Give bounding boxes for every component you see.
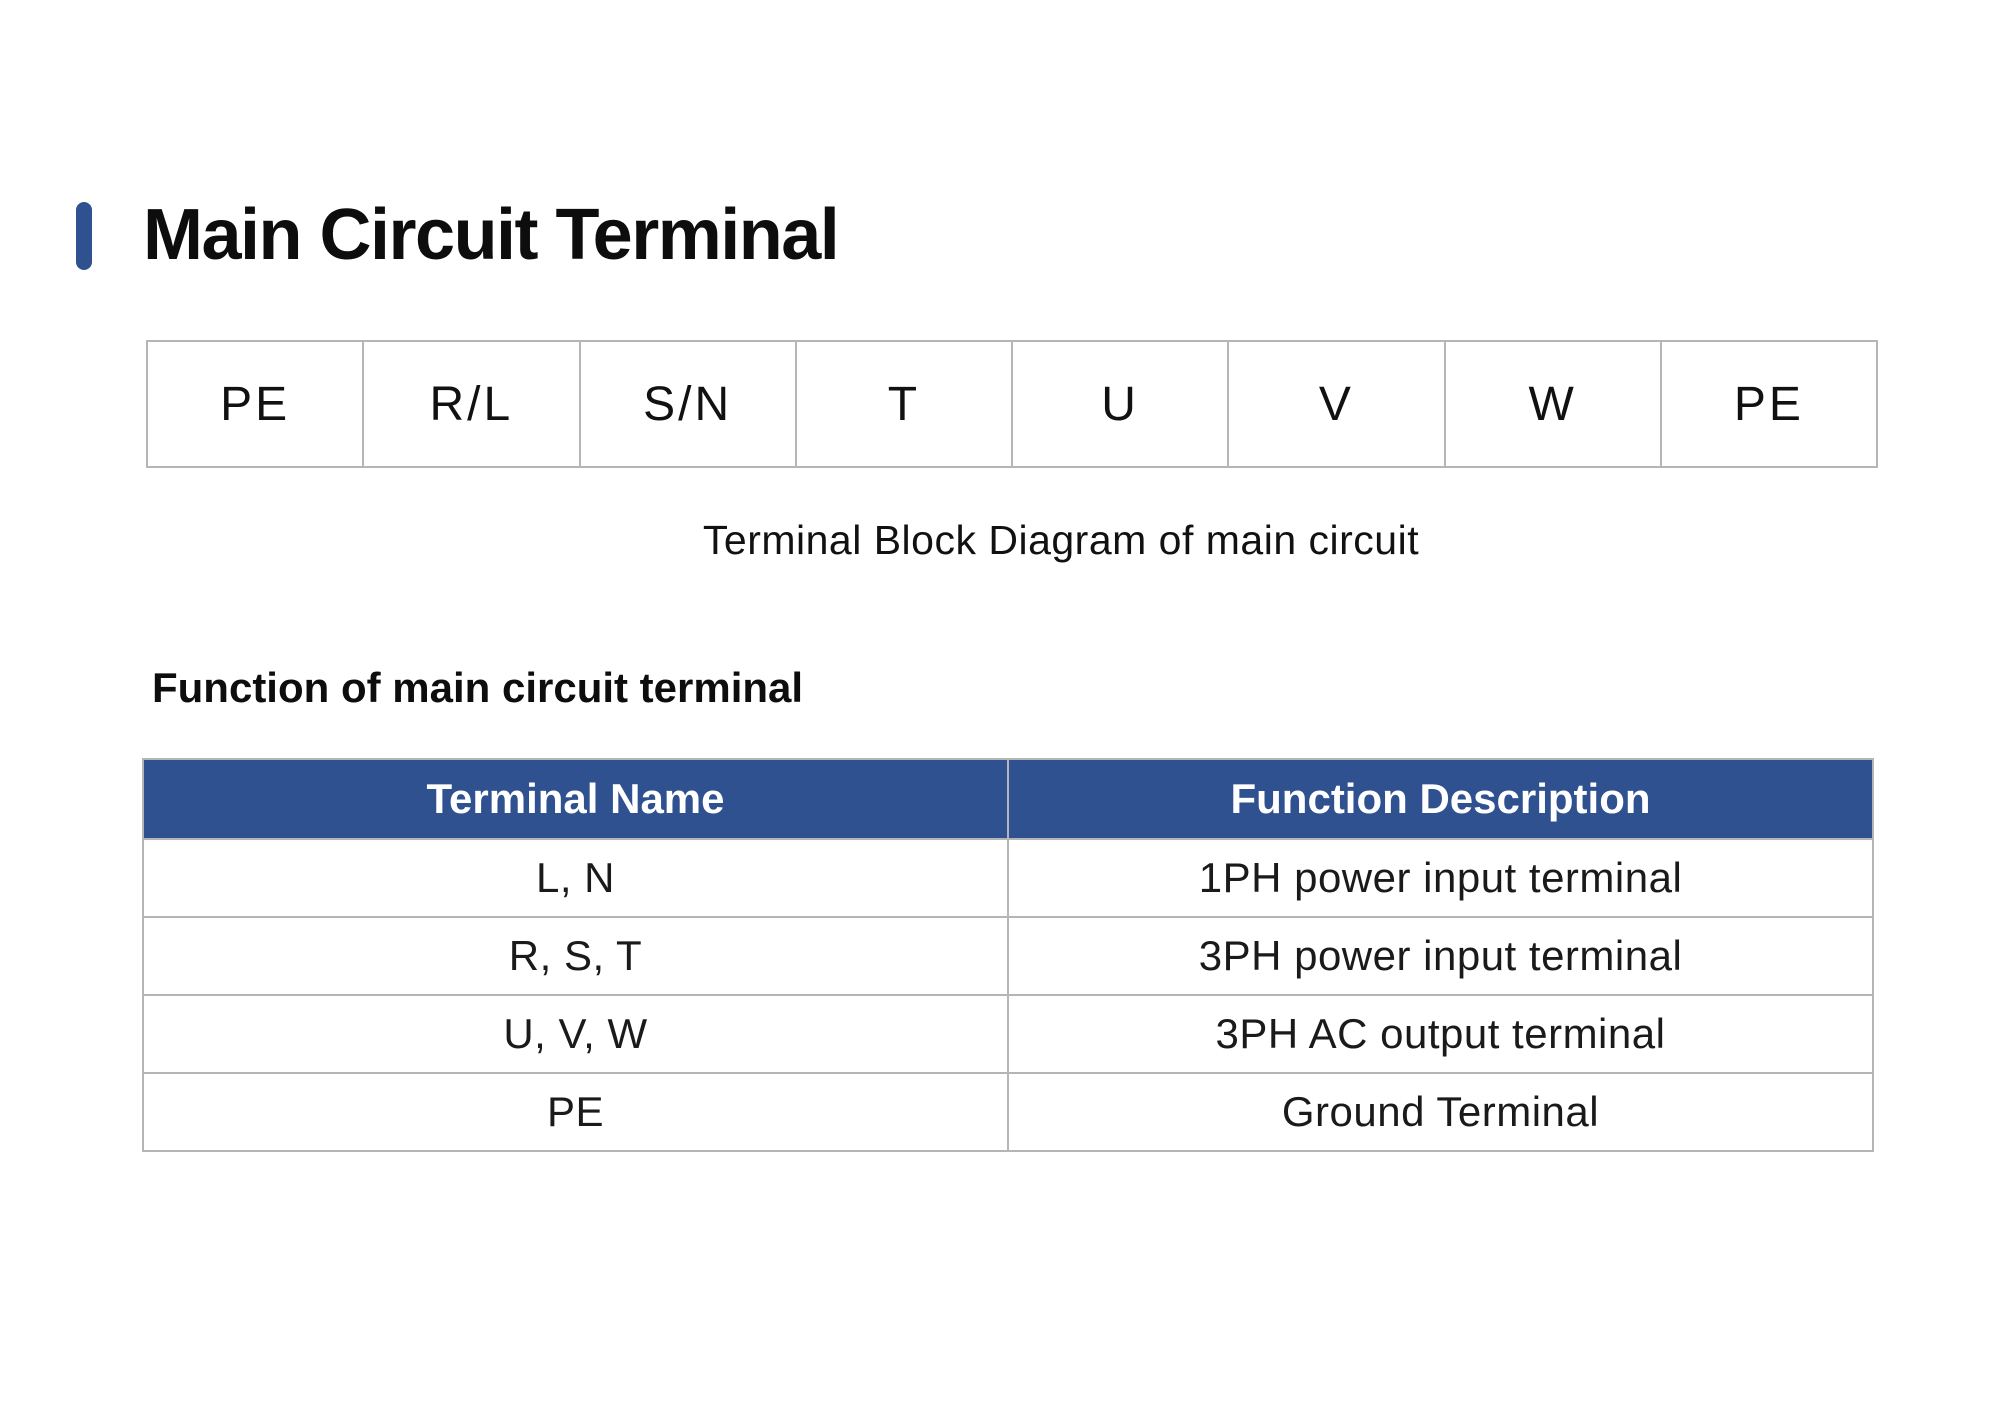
terminal-name-cell: PE: [143, 1073, 1008, 1151]
terminal-cell-pe-right: PE: [1733, 377, 1804, 431]
terminal-cell-t: T: [797, 342, 1013, 466]
terminal-cell-v: V: [1229, 342, 1445, 466]
function-description-cell: Ground Terminal: [1008, 1073, 1873, 1151]
terminal-cell-s-n: S/N: [581, 342, 797, 466]
function-description-cell: 3PH power input terminal: [1008, 917, 1873, 995]
column-header-function-description: Function Description: [1008, 759, 1873, 839]
column-header-terminal-name: Terminal Name: [143, 759, 1008, 839]
table-row: [143, 995, 1873, 1073]
terminal-block-diagram: [146, 340, 1878, 468]
table-row: [143, 839, 1873, 917]
terminal-name-cell: U, V, W: [143, 995, 1008, 1073]
function-description-cell: 1PH power input terminal: [1008, 839, 1873, 917]
terminal-cell-pe-left: PE: [148, 342, 364, 466]
function-description-cell: 3PH AC output terminal: [1008, 995, 1873, 1073]
diagram-caption: Terminal Block Diagram of main circuit: [702, 517, 1420, 563]
terminal-name-cell: R, S, T: [143, 917, 1008, 995]
terminal-name-cell: L, N: [143, 839, 1008, 917]
terminal-cell-w: W: [1446, 342, 1662, 466]
title-accent-bar: [76, 202, 92, 270]
table-row: [143, 1073, 1873, 1151]
terminal-cell-r-l: R/L: [364, 342, 580, 466]
table-row: [143, 917, 1873, 995]
page-title: Main Circuit Terminal: [143, 195, 839, 275]
terminal-cell-u: U: [1013, 342, 1229, 466]
terminal-function-table: [142, 758, 1874, 1152]
table-header-row: [143, 759, 1873, 839]
section-heading: Function of main circuit terminal: [152, 664, 804, 711]
